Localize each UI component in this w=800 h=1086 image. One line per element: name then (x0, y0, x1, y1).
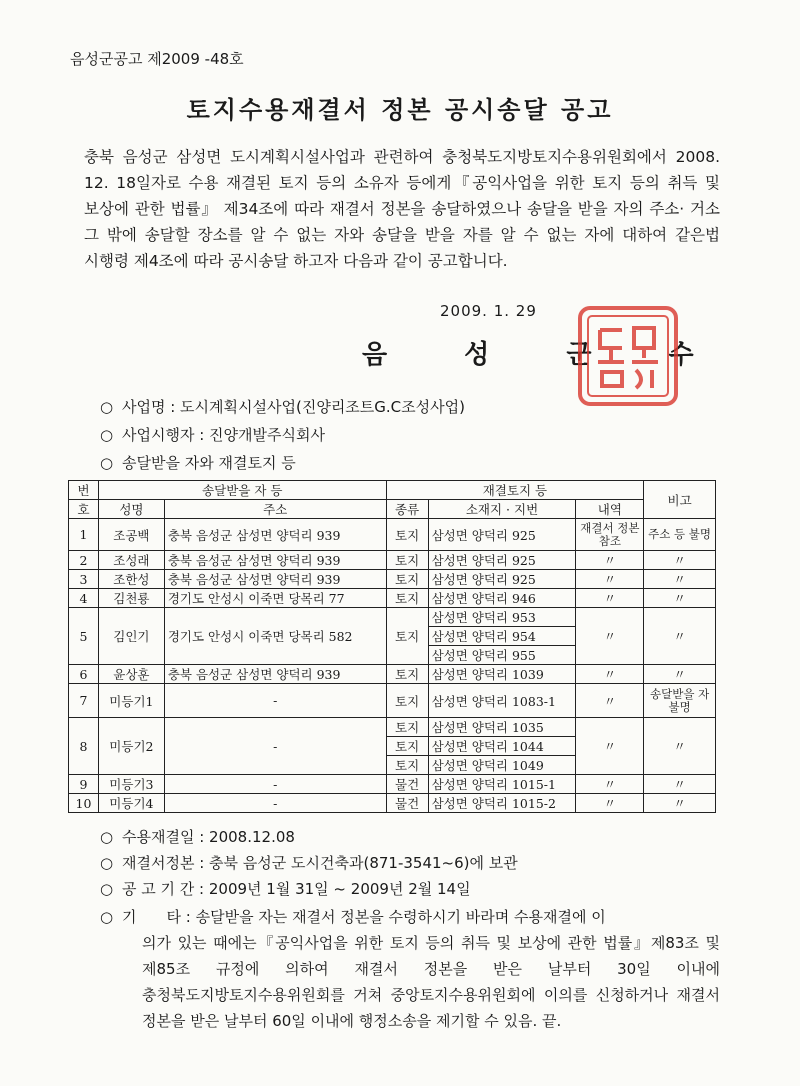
cell-location: 삼성면 양덕리 954 (428, 627, 576, 646)
official-seal-icon (572, 300, 684, 412)
cell-remark: 〃 (644, 665, 716, 684)
recipients-table (68, 480, 716, 813)
cell-no: 8 (69, 718, 99, 775)
cell-location: 삼성면 양덕리 1035 (428, 718, 576, 737)
cell-detail: 〃 (576, 718, 644, 775)
table-row (69, 519, 716, 551)
cell-address: 경기도 안성시 이죽면 당목리 77 (164, 589, 386, 608)
cell-kind: 토지 (386, 756, 428, 775)
cell-location: 삼성면 양덕리 1039 (428, 665, 576, 684)
table-row (69, 684, 716, 718)
cell-location: 삼성면 양덕리 925 (428, 551, 576, 570)
page-title: 토지수용재결서 정본 공시송달 공고 (186, 96, 614, 124)
cell-location: 삼성면 양덕리 1049 (428, 756, 576, 775)
cell-remark: 〃 (644, 794, 716, 813)
cell-no: 5 (69, 608, 99, 665)
cell-no: 6 (69, 665, 99, 684)
cell-kind: 토지 (386, 608, 428, 665)
cell-detail: 〃 (576, 665, 644, 684)
misc-continuation: 의가 있는 때에는『공익사업을 위한 토지 등의 취득 및 보상에 관한 법률』제83조 및 제85조 규정에 의하여 재결서 정본을 받은 날부터 30일 이내에 충청북도지방토지수용위원회를 거쳐 중앙토지수용위원회에 이의를 신청하거나 재결서 정본을 받은 날부터 60일 이내에 행정소송을 제기할 수 있음. 끝. (142, 934, 720, 1030)
misc-block (100, 904, 720, 1034)
table-row (69, 608, 716, 627)
cell-name: 조성래 (98, 551, 164, 570)
cell-detail: 〃 (576, 570, 644, 589)
cell-kind: 물건 (386, 775, 428, 794)
cell-name: 조공백 (98, 519, 164, 551)
notice-period: 공 고 기 간 : 2009년 1월 31일 ~ 2009년 2월 14일 (122, 880, 471, 898)
cell-name: 조한성 (98, 570, 164, 589)
cell-detail: 〃 (576, 684, 644, 718)
table-row (69, 665, 716, 684)
cell-address: 충북 음성군 삼성면 양덕리 939 (164, 665, 386, 684)
cell-kind: 토지 (386, 589, 428, 608)
cell-kind: 토지 (386, 665, 428, 684)
cell-no: 1 (69, 519, 99, 551)
cell-no: 9 (69, 775, 99, 794)
cell-no: 3 (69, 570, 99, 589)
cell-name: 미등기1 (98, 684, 164, 718)
recipients-heading-line (100, 452, 296, 473)
header-location: 소재지 · 지번 (428, 500, 576, 519)
cell-address: - (164, 794, 386, 813)
cell-detail: 〃 (576, 551, 644, 570)
recipients-heading: 송달받을 자와 재결토지 등 (122, 454, 296, 472)
cell-address: - (164, 775, 386, 794)
notice-date: 2009. 1. 29 (440, 302, 537, 320)
decision-date: 수용재결일 : 2008.12.08 (122, 828, 295, 846)
cell-remark: 주소 등 불명 (644, 519, 716, 551)
cell-name: 미등기3 (98, 775, 164, 794)
cell-detail: 〃 (576, 589, 644, 608)
cell-detail: 재결서 정본 참조 (576, 519, 644, 551)
cell-kind: 토지 (386, 570, 428, 589)
bullet-circle-icon: ○ (100, 854, 114, 872)
cell-remark: 〃 (644, 718, 716, 775)
notice-details (100, 826, 720, 1034)
cell-name: 김인기 (98, 608, 164, 665)
period-line (100, 878, 720, 904)
issuer-name: 음 성 군 수 (362, 340, 728, 370)
cell-address: 충북 음성군 삼성면 양덕리 939 (164, 570, 386, 589)
cell-name: 윤상훈 (98, 665, 164, 684)
header-remark: 비고 (644, 481, 716, 519)
cell-location: 삼성면 양덕리 1015-1 (428, 775, 576, 794)
cell-remark: 〃 (644, 589, 716, 608)
misc-label: 기 타 : (122, 908, 191, 926)
cell-address: - (164, 718, 386, 775)
cell-remark: 송달받을 자 불명 (644, 684, 716, 718)
operator-line (100, 424, 325, 445)
cell-detail: 〃 (576, 608, 644, 665)
bullet-circle-icon: ○ (100, 426, 114, 444)
cell-location: 삼성면 양덕리 1044 (428, 737, 576, 756)
table-row (69, 794, 716, 813)
document-keeping: 재결서정본 : 충북 음성군 도시건축과(871-3541~6)에 보관 (122, 854, 518, 872)
table-row (69, 570, 716, 589)
cell-address: 경기도 안성시 이죽면 당목리 582 (164, 608, 386, 665)
cell-name: 김천룡 (98, 589, 164, 608)
cell-no: 7 (69, 684, 99, 718)
header-recipient-group: 송달받을 자 등 (98, 481, 386, 500)
cell-detail: 〃 (576, 794, 644, 813)
cell-location: 삼성면 양덕리 953 (428, 608, 576, 627)
notice-number: 음성군공고 제2009 -48호 (70, 50, 244, 68)
project-name-line (100, 396, 465, 417)
header-no-top: 번 (69, 481, 99, 500)
cell-kind: 토지 (386, 684, 428, 718)
table-subheader-row (69, 500, 716, 519)
table-row (69, 775, 716, 794)
cell-detail: 〃 (576, 775, 644, 794)
keeping-line (100, 852, 720, 878)
table-row (69, 551, 716, 570)
project-name: 사업명 : 도시계획시설사업(진양리조트G.C조성사업) (122, 398, 465, 416)
cell-address: 충북 음성군 삼성면 양덕리 939 (164, 519, 386, 551)
header-address: 주소 (164, 500, 386, 519)
bullet-circle-icon: ○ (100, 828, 114, 846)
cell-name: 미등기2 (98, 718, 164, 775)
cell-address: - (164, 684, 386, 718)
bullet-circle-icon: ○ (100, 398, 114, 416)
table-row (69, 589, 716, 608)
cell-remark: 〃 (644, 570, 716, 589)
cell-location: 삼성면 양덕리 1083-1 (428, 684, 576, 718)
cell-remark: 〃 (644, 775, 716, 794)
header-name: 성명 (98, 500, 164, 519)
header-kind: 종류 (386, 500, 428, 519)
header-detail: 내역 (576, 500, 644, 519)
cell-name: 미등기4 (98, 794, 164, 813)
project-operator: 사업시행자 : 진양개발주식회사 (122, 426, 325, 444)
decision-date-line (100, 826, 720, 852)
table-row (69, 718, 716, 737)
cell-remark: 〃 (644, 551, 716, 570)
intro-paragraph: 충북 음성군 삼성면 도시계획시설사업과 관련하여 충청북도지방토지수용위원회에서 2008. 12. 18일자로 수용 재결된 토지 등의 소유자 등에게『공익사업을 위한 토지 등의 취득 및 보상에 관한 법률』 제34조에 따라 재결서 정본을 송달하였으나 송달을 받을 자의 주소· 거소 그 밖에 송달할 장소를 알 수 없는 자와 송달을 받을 자를 알 수 없는 자에 대하여 같은법 시행령 제4조에 따라 공시송달 하고자 다음과 같이 공고합니다. (84, 148, 720, 270)
cell-location: 삼성면 양덕리 925 (428, 570, 576, 589)
bullet-circle-icon: ○ (100, 880, 114, 898)
bullet-circle-icon: ○ (100, 454, 114, 472)
cell-address: 충북 음성군 삼성면 양덕리 939 (164, 551, 386, 570)
cell-kind: 토지 (386, 718, 428, 737)
cell-kind: 토지 (386, 551, 428, 570)
cell-location: 삼성면 양덕리 946 (428, 589, 576, 608)
cell-kind: 토지 (386, 519, 428, 551)
misc-text: 송달받을 자는 재결서 정본을 수령하시기 바라며 수용재결에 이 (195, 908, 606, 926)
table-header-row (69, 481, 716, 500)
cell-no: 4 (69, 589, 99, 608)
cell-kind: 토지 (386, 737, 428, 756)
cell-location: 삼성면 양덕리 955 (428, 646, 576, 665)
bullet-circle-icon: ○ (100, 908, 114, 926)
cell-no: 10 (69, 794, 99, 813)
header-land-group: 재결토지 등 (386, 481, 644, 500)
cell-remark: 〃 (644, 608, 716, 665)
cell-location: 삼성면 양덕리 1015-2 (428, 794, 576, 813)
cell-no: 2 (69, 551, 99, 570)
header-no-bottom: 호 (69, 500, 99, 519)
cell-location: 삼성면 양덕리 925 (428, 519, 576, 551)
cell-kind: 물건 (386, 794, 428, 813)
